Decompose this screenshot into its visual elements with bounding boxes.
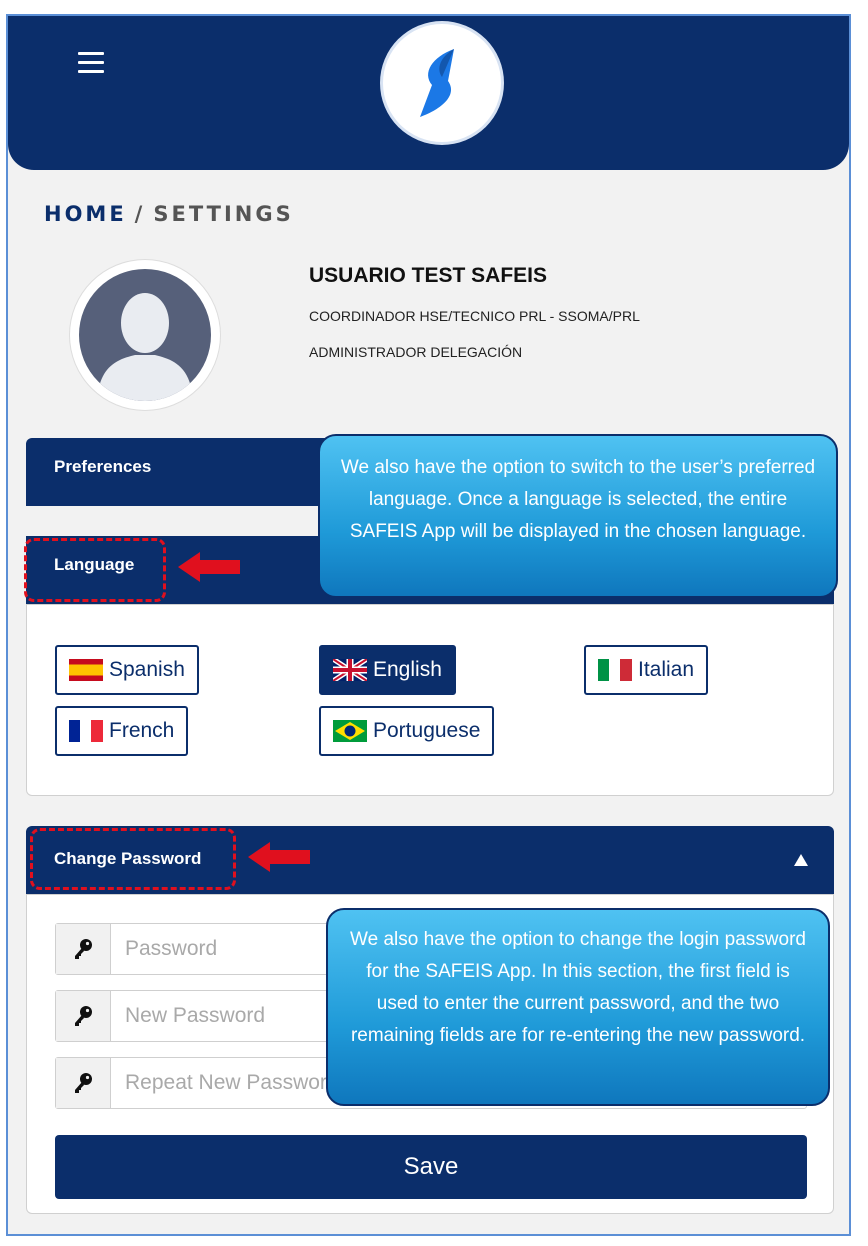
breadcrumb-current: SETTINGS [153,202,294,226]
preferences-header[interactable]: Preferences [26,438,834,506]
language-option-english[interactable] [319,645,456,695]
language-card [26,604,834,796]
breadcrumb-separator: / [134,202,146,226]
password-callout: We also have the option to change the login password for the SAFEIS App. In this section, the first field is used to enter the current password, and the two remaining fields are for re-entering the new password. [326,908,830,1106]
app-frame [6,14,851,1236]
user-role: COORDINADOR HSE/TECNICO PRL - SSOMA/PRL [309,308,640,324]
top-bar [8,16,849,170]
arrow-left-icon [178,552,240,582]
save-button[interactable]: Save [55,1135,807,1199]
language-option-italian[interactable] [584,645,708,695]
safeis-logo[interactable] [383,24,501,142]
italy-flag-icon [598,659,632,681]
uk-flag-icon [333,659,367,681]
user-name: USUARIO TEST SAFEIS [309,264,548,287]
caret-up-icon[interactable] [794,854,808,866]
language-option-portuguese[interactable] [319,706,494,756]
language-label: French [109,719,175,742]
brazil-flag-icon [333,720,367,742]
language-label: Spanish [109,658,185,681]
language-label: Italian [638,658,695,681]
language-header[interactable]: Language [26,536,834,604]
breadcrumb-home[interactable]: HOME [44,202,127,226]
user-delegation: ADMINISTRADOR DELEGACIÓN [309,344,523,360]
password-highlight-box [30,828,236,890]
language-highlight-box [24,538,166,602]
arrow-left-icon [248,842,310,872]
key-icon [56,991,111,1041]
hamburger-icon[interactable] [78,52,104,72]
change-password-title: Change Password [54,849,202,868]
language-option-french[interactable] [55,706,188,756]
breadcrumb [44,202,294,226]
language-callout: We also have the option to switch to the user’s preferred language. Once a language is selected, the entire SAFEIS App will be displayed in the chosen language. [318,434,838,598]
key-icon [56,924,111,974]
language-label: Portuguese [373,719,481,742]
key-icon [56,1058,111,1108]
language-label: English [373,658,442,681]
france-flag-icon [69,720,103,742]
language-option-spanish[interactable] [55,645,199,695]
spain-flag-icon [69,659,103,681]
user-avatar-icon [70,260,220,410]
